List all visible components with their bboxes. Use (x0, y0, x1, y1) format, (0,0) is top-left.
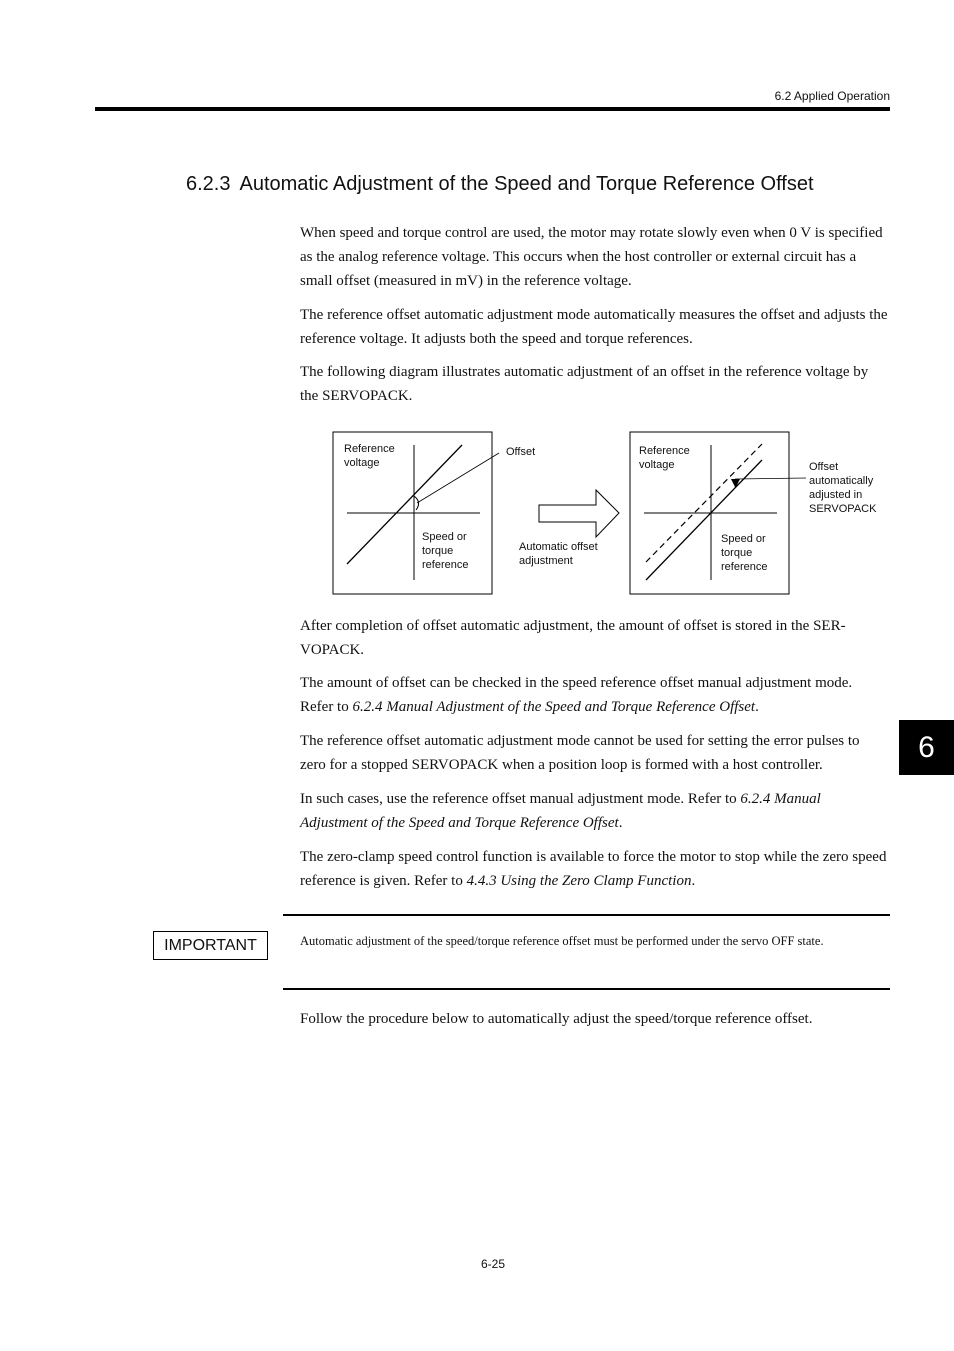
paragraph-4: After completion of offset automatic adjustment, the amount of offset is stored in the SER-VOPACK. (300, 618, 846, 658)
section-title-text: Automatic Adjustment of the Speed and Torque Reference Offset (239, 173, 814, 195)
cross-reference-link: 6.2.4 Manual Adjustment of the Speed and Torque Reference Offset (352, 699, 756, 715)
running-head: 6.2 Applied Operation (774, 89, 890, 103)
page-number: 6-25 (480, 1257, 506, 1271)
right-x-label-1: Speed or (721, 533, 766, 545)
chapter-tab: 6 (899, 720, 954, 775)
left-x-label-3: reference (422, 559, 469, 571)
adjusted-leader (735, 478, 806, 479)
important-bottom-rule (283, 988, 890, 990)
section-title (186, 173, 814, 196)
paragraph-6: The reference offset automatic adjustment mode cannot be used for setting the error pulses to zero for a stopped SERVOPACK when a position loop is formed with a host controller. (300, 733, 860, 773)
left-offset-arc (414, 496, 419, 510)
paragraph-7: In such cases, use the reference offset manual adjustment mode. Refer to 6.2.4 Manual Adjustment of the Speed and Torque Reference Offset. (300, 791, 821, 831)
important-label: IMPORTANT (153, 931, 268, 960)
paragraph-5: The amount of offset can be checked in the speed reference offset manual adjustment mode. Refer to 6.2.4 Manual Adjustment of the Speed and Torque Reference Offset. (300, 675, 853, 715)
arrow-label-1: Automatic offset (519, 541, 598, 553)
paragraph-9: Follow the procedure below to automatically adjust the speed/torque reference offset. (300, 1011, 813, 1027)
section-number: 6.2.3 (186, 173, 231, 195)
left-x-label-1: Speed or (422, 531, 467, 543)
header-rule (95, 107, 890, 111)
left-y-label-2: voltage (344, 457, 380, 469)
adjusted-label-4: SERVOPACK (809, 503, 877, 515)
adjusted-label-1: Offset (809, 461, 839, 473)
cross-reference-link: 4.4.3 Using the Zero Clamp Function (466, 873, 692, 889)
right-x-label-2: torque (721, 547, 753, 559)
right-x-label-3: reference (721, 561, 768, 573)
important-text: Automatic adjustment of the speed/torque reference offset must be performed under the servo OFF state. (300, 934, 824, 948)
left-y-label-1: Reference (344, 443, 395, 455)
adjusted-label-3: adjusted in (809, 489, 863, 501)
arrow-label-2: adjustment (519, 555, 573, 567)
right-y-label-1: Reference (639, 445, 690, 457)
paragraph-2: The reference offset automatic adjustment mode automatically measures the offset and adjusts the reference voltage. It adjusts both the speed and torque references. (300, 307, 888, 347)
cross-reference-link: 6.2.4 Manual Adjustment of the Speed and Torque Reference Offset (300, 791, 821, 831)
paragraph-1: When speed and torque control are used, the motor may rotate slowly even when 0 V is specified as the analog reference voltage. This occurs when the host controller or external circuit has a small offset (measured in mV) in the reference voltage. (300, 225, 883, 289)
paragraph-3: The following diagram illustrates automatic adjustment of an offset in the reference voltage by the SERVOPACK. (300, 364, 869, 404)
offset-adjustment-diagram (330, 430, 890, 600)
paragraph-8: The zero-clamp speed control function is available to force the motor to stop while the zero speed reference is given. Refer to 4.4.3 Using the Zero Clamp Function. (300, 849, 887, 889)
right-y-label-2: voltage (639, 459, 675, 471)
block-arrow-shape (539, 490, 619, 537)
left-x-label-2: torque (422, 545, 454, 557)
important-top-rule (283, 914, 890, 916)
offset-label: Offset (506, 446, 536, 458)
adjusted-label-2: automatically (809, 475, 874, 487)
